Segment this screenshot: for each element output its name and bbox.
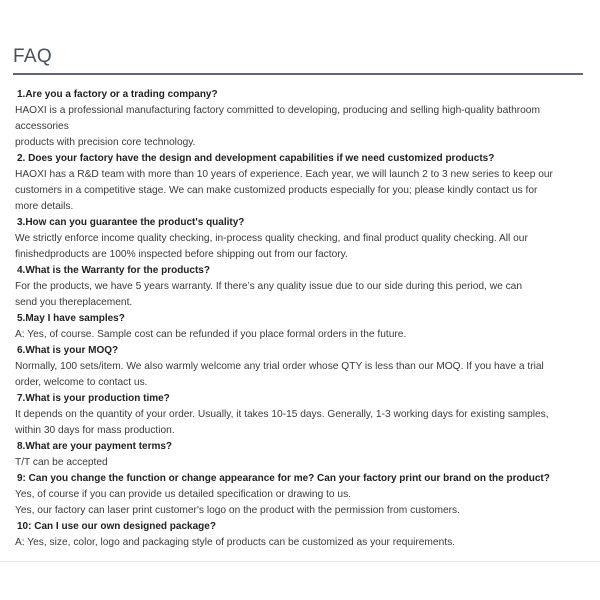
faq-item [15,471,587,519]
faq-answer-line: send you thereplacement. [15,297,133,308]
faq-list [15,87,587,551]
faq-answer-line: order, welcome to contact us. [15,377,148,388]
faq-answer-line: HAOXI has a R&D team with more than 10 years of experience. Each year, we will launch 2 to 3 new series to keep our [15,169,553,180]
faq-answer-line: We strictly enforce income quality checking, in-process quality checking, and final product quality checking. All our [15,233,528,244]
faq-question: 7.What is your production time? [17,393,170,404]
faq-item [15,151,587,215]
faq-question: 1.Are you a factory or a trading company? [17,89,218,100]
bottom-divider [0,561,600,562]
faq-answer [15,327,587,343]
faq-question: 2. Does your factory have the design and development capabilities if we need customized products? [17,153,495,164]
faq-answer-line: finishedproducts are 100% inspected before shipping out from our factory. [15,249,348,260]
faq-item [15,263,587,311]
title-divider [13,73,583,75]
faq-answer-line: A: Yes, of course. Sample cost can be refunded if you place formal orders in the future. [15,329,407,340]
faq-answer-line: Normally, 100 sets/item. We also warmly welcome any trial order whose QTY is less than our MOQ. If you have a trial [15,361,544,372]
faq-question: 10: Can I use our own designed package? [17,521,216,532]
faq-answer [15,167,587,215]
faq-answer-line: A: Yes, size, color, logo and packaging style of products can be customized as your requirements. [15,537,456,548]
faq-item [15,343,587,391]
faq-answer-line: HAOXI is a professional manufacturing factory committed to developing, producing and selling high-quality bathroom [15,105,540,116]
faq-question: 3.How can you guarantee the product's quality? [17,217,245,228]
faq-answer-line: T/T can be accepted [15,457,108,468]
faq-item [15,215,587,263]
faq-question: 8.What are your payment terms? [17,441,173,452]
faq-item [15,519,587,551]
faq-item [15,391,587,439]
faq-answer [15,279,587,311]
faq-item [15,439,587,471]
faq-answer [15,359,587,391]
page-title: FAQ [13,46,52,67]
faq-answer-line: For the products, we have 5 years warranty. If there’s any quality issue due to our side during this period, we can [15,281,523,292]
faq-answer [15,103,587,151]
faq-question: 9: Can you change the function or change appearance for me? Can your factory print our brand on the product? [17,473,550,484]
faq-header [13,46,583,68]
faq-answer [15,407,587,439]
faq-answer [15,535,587,551]
faq-question: 5.May I have samples? [17,313,125,324]
faq-answer-line: Yes, of course if you can provide us detailed specification or drawing to us. [15,489,352,500]
faq-answer-line: accessories [15,121,69,132]
faq-item [15,311,587,343]
faq-question: 4.What is the Warranty for the products? [17,265,210,276]
faq-answer [15,455,587,471]
faq-question: 6.What is your MOQ? [17,345,119,356]
faq-answer-line: It depends on the quantity of your order. Usually, it takes 10-15 days. Generally, 1-3 working days for existing samples, [15,409,549,420]
faq-item [15,87,587,151]
faq-answer-line: within 30 days for mass production. [15,425,175,436]
faq-answer [15,231,587,263]
faq-answer [15,487,587,519]
faq-answer-line: products with precision core technology. [15,137,196,148]
faq-answer-line: more details. [15,201,74,212]
faq-answer-line: Yes, our factory can laser print customer's logo on the product with the permission from customers. [15,505,460,516]
faq-answer-line: customers in a competitive stage. We can make customized products especially for you; please kindly contact us for [15,185,538,196]
